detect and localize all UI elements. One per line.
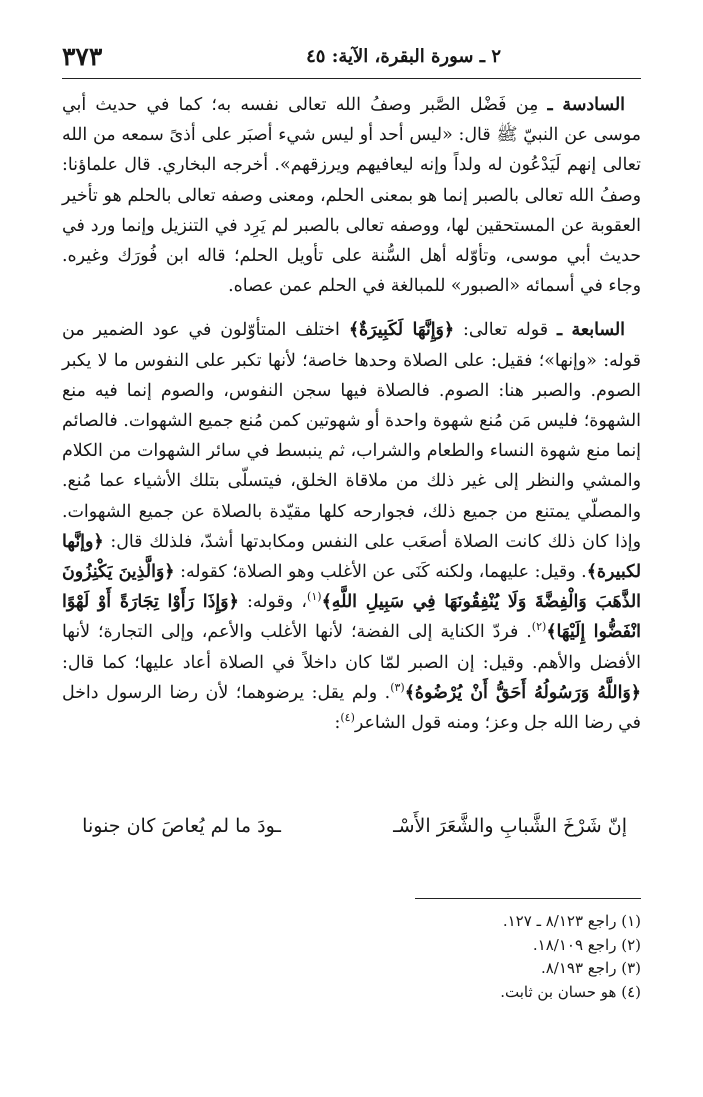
paragraph-text: مِن فَضْل الصَّبر وصفُ الله تعالى نفسه به؛ كما في حديث أبي موسى عن النبيّ ﷺ قال: «ليس أحد أو ليس شيء أصبَر على أذىً سمعه من الله تعالى إنهم لَيَدْعُون له ولداً وإنه ليعافيهم ويرزقهم». أخرجه البخاري. قال علماؤنا: وصفُ الله تعالى بالصبر إنما هو بمعنى الحلم، ومعنى وصفه تعالى بالحلم هو تأخير العقوبة عن المستحقين لها، ووصفه تعالى بالصبر لم يَرِد في التنزيل وإنما ورد في حديث أبي موسى، وتأوّله أهل السُّنة على تأويل الحلم؛ قاله ابن فُورَك وغيره. وجاء في أسمائه «الصبور» للمبالغة في الحلم عمن عصاه. [62, 95, 641, 297]
quran-quote: ﴿وَإِذَا رَأَوْا تِجَارَةً أَوْ لَهْوًا انْفَضُّوا إِلَيْهَا﴾ [62, 592, 642, 643]
footnote-ref: (٢) [531, 620, 547, 634]
running-head: ٢ ـ سورة البقرة، الآية: ٤٥ [306, 46, 501, 67]
paragraph-text: قوله تعالى: [463, 320, 549, 341]
paragraph-lead: السابعة ـ [556, 320, 626, 341]
footnote-ref: (٣) [390, 681, 405, 695]
verse-hemistich-second: ـودَ ما لم يُعاصَ كان جنونا [82, 815, 281, 837]
footnote-divider [415, 898, 641, 899]
paragraph-sixth [62, 90, 641, 301]
footnotes [200, 910, 641, 1004]
paragraph-text: . ولم يقل: يرضوهما؛ لأن رضا الرسول داخل في رضا الله جل وعز؛ ومنه قول الشاعر [62, 682, 641, 734]
quran-quote: ﴿وَالَّذِينَ يَكْنِزُونَ الذَّهَبَ وَالْفِضَّةَ وَلَا يُنْفِقُونَهَا فِي سَبِيلِ اللَّهِ﴾ [62, 562, 641, 613]
page-header [62, 38, 641, 79]
footnote-ref: (٤) [340, 711, 355, 725]
quran-quote: ﴿وَاللَّهُ وَرَسُولُهُ أَحَقُّ أَنْ يُرْضُوهُ﴾ [404, 682, 641, 703]
quran-quote: ﴿وَإِنَّهَا لَكَبِيرَةٌ﴾ [348, 320, 455, 341]
footnote-item: (٣) راجع ٨/١٩٣. [540, 959, 641, 977]
quran-quote: ﴿وإنَّها لكبيرة﴾ [62, 531, 642, 583]
paragraph-lead: السادسة ـ [547, 95, 626, 115]
paragraph-text: اختلف المتأوّلون في عود الضمير من قوله: «وإنها»؛ فقيل: على الصلاة وحدها خاصة؛ لأنها تكبر على النفوس ما لا يكبر الصوم. والصبر هنا: الصوم. فالصلاة فيها سجن النفوس، والصوم إنما فيه منع الشهوة؛ فليس مَن مُنع شهوة واحدة أو شهوتين كمن مُنع جميع الشهوات. فالصائم إنما منع شهوة النساء والطعام والشراب، ثم ينبسط في سائر الشهوات من الكلام والمشي والنظر إلى غير ذلك من ملاقاة الخلق، فيتسلّى بتلك الأشياء عما مُنع. والمصلّي يمتنع من جميع ذلك، فجوارحه كلها مقيّدة بالصلاة عن جميع الشهوات. وإذا كان ذلك كانت الصلاة أصعَب على النفس ومكابدتها أشدّ، فلذلك قال: [62, 320, 641, 552]
paragraph-text: : [334, 713, 341, 734]
paragraph-text: . فردّ الكناية إلى الفضة؛ لأنها الأغلب والأعم، وإلى التجارة؛ لأنها الأفضل والأهم. وقيل: إن الصبر لمّا كان داخلاً في الصلاة أعاد عليها؛ كما قال: [62, 622, 641, 673]
verse-hemistich-first: إنّ شَرْخَ الشَّبابِ والشَّعَرَ الأَسْـ [393, 815, 627, 837]
footnote-item: (٢) راجع ١٨/١٠٩. [532, 935, 641, 954]
footnote-ref: (١) [307, 590, 322, 604]
paragraph-text: ، وقوله: [247, 592, 308, 613]
footnote-item: (١) راجع ٨/١٢٣ ـ ١٢٧. [502, 912, 641, 930]
paragraph-seventh [62, 315, 641, 738]
page-number: ٣٧٣ [62, 42, 103, 71]
paragraph-text: . وقيل: عليهما، ولكنه كَنَى عن الأغلب وهو الصلاة؛ كقوله: [180, 562, 587, 583]
body-text [62, 90, 641, 738]
footnote-item: (٤) هو حسان بن ثابت. [500, 982, 641, 1001]
